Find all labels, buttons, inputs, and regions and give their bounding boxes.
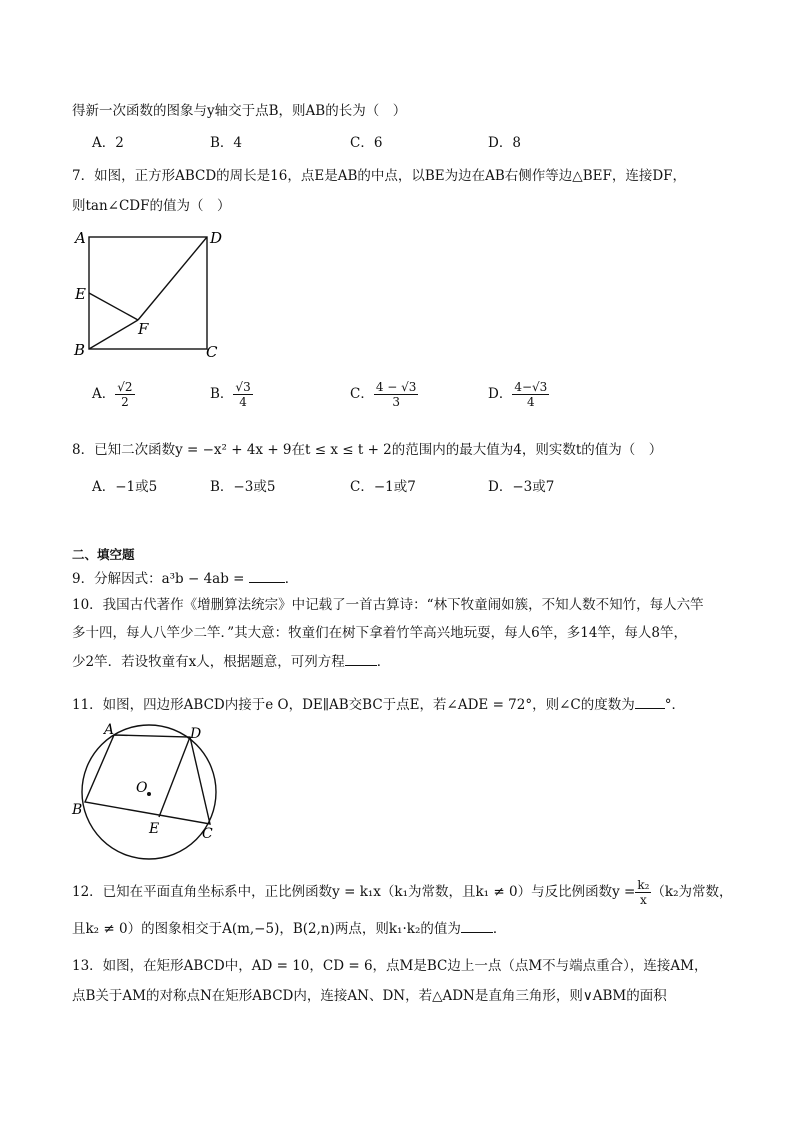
q6-option-a[interactable]: A．2 bbox=[92, 135, 124, 151]
q10-stem-line1: 10．我国古代著作《增删算法统宗》中记载了一首古算诗：“林下牧童闹如簇，不知人数不知竹，每人六竿 bbox=[72, 597, 704, 613]
q6-option-d[interactable]: D．8 bbox=[488, 135, 521, 151]
q7-option-d[interactable] bbox=[488, 380, 549, 409]
label-C: C bbox=[206, 343, 218, 360]
q9-answer-blank[interactable] bbox=[249, 568, 285, 583]
q7-stem-line2: 则tan∠CDF的值为（ ） bbox=[72, 198, 231, 214]
segment-ef bbox=[89, 293, 138, 320]
q8-option-b[interactable]: B．−3或5 bbox=[210, 479, 276, 495]
q7-option-b-fraction bbox=[233, 380, 252, 409]
q8-option-c[interactable]: C．−1或7 bbox=[350, 479, 416, 495]
label-A: A bbox=[75, 229, 86, 247]
q12-period: ． bbox=[492, 921, 507, 937]
q7-option-c-label: C． bbox=[350, 386, 374, 402]
q12-text-2: （k₂为常数， bbox=[651, 884, 733, 900]
q10-answer-blank[interactable] bbox=[345, 651, 377, 666]
q6-option-c[interactable]: C．6 bbox=[350, 135, 383, 151]
q7-option-d-label: D． bbox=[488, 386, 513, 402]
label-E: E bbox=[149, 821, 160, 837]
q8-option-a[interactable]: A．−1或5 bbox=[92, 479, 158, 495]
q7-option-b[interactable] bbox=[210, 380, 253, 409]
q12-answer-blank[interactable] bbox=[461, 918, 493, 933]
q7-option-b-label: B． bbox=[210, 386, 234, 402]
q11-text: 11．如图，四边形ABCD内接于e O，DE∥AB交BC于点E，若∠ADE = 72°，则∠C的度数为 bbox=[72, 697, 635, 713]
q7-option-b-denominator: 4 bbox=[239, 395, 247, 409]
q10-period: ． bbox=[376, 654, 391, 670]
q11-figure-circle bbox=[68, 722, 228, 862]
q7-option-a-fraction bbox=[115, 380, 134, 409]
q7-option-a-denominator: 2 bbox=[121, 395, 129, 409]
q10-text: 少2竿．若设牧童有x人，根据题意，可列方程 bbox=[72, 654, 345, 670]
q9-stem bbox=[72, 568, 298, 589]
label-A: A bbox=[104, 722, 115, 738]
q7-option-d-denominator: 4 bbox=[527, 395, 535, 409]
label-B: B bbox=[74, 341, 86, 359]
q10-stem-line2: 多十四，每人八竿少二竿．”其大意：牧童们在树下拿着竹竿高兴地玩耍，每人6竿，多14竿，每人8竿， bbox=[72, 625, 688, 641]
segment-bf bbox=[89, 320, 138, 349]
q7-option-c[interactable] bbox=[350, 380, 418, 409]
label-B: B bbox=[72, 802, 83, 818]
label-O: O bbox=[136, 780, 148, 796]
q7-option-c-fraction bbox=[374, 380, 419, 409]
q7-option-d-numerator: 4−√3 bbox=[514, 380, 548, 394]
segment-df bbox=[138, 237, 207, 320]
label-D: D bbox=[190, 726, 202, 742]
q12-stem-line1 bbox=[72, 878, 733, 907]
q7-stem-line1: 7．如图，正方形ABCD的周长是16，点E是AB的中点，以BE为边在AB右侧作等边△BEF，连接DF， bbox=[72, 168, 687, 184]
center-point-o bbox=[147, 792, 151, 796]
q9-period: ． bbox=[284, 571, 299, 587]
q13-stem-line2: 点B关于AM的对称点N在矩形ABCD内，连接AN、DN，若△ADN是直角三角形，则∨ABM的面积 bbox=[72, 988, 667, 1004]
q6-option-b[interactable]: B．4 bbox=[210, 135, 243, 151]
q7-option-a[interactable] bbox=[92, 380, 135, 409]
q7-option-c-denominator: 3 bbox=[392, 395, 400, 409]
quadrilateral-abcd bbox=[85, 735, 210, 824]
q11-stem bbox=[72, 694, 685, 715]
q12-text-3: 且k₂ ≠ 0）的图象相交于A(m,−5)，B(2,n)两点，则k₁·k₂的值为 bbox=[72, 921, 461, 937]
q13-stem-line1: 13．如图，在矩形ABCD中，AD = 10，CD = 6，点M是BC边上一点（点M不与端点重合），连接AM， bbox=[72, 958, 708, 974]
q7-option-c-numerator: 4 − √3 bbox=[375, 380, 417, 394]
q12-text-1: 12．已知在平面直角坐标系中，正比例函数y = k₁x（k₁为常数，且k₁ ≠ 0）与反比例函数y = bbox=[72, 884, 636, 900]
label-E: E bbox=[75, 285, 86, 303]
q7-option-a-numerator: √2 bbox=[117, 380, 133, 394]
q8-stem: 8．已知二次函数y = −x² + 4x + 9在t ≤ x ≤ t + 2的范围内的最大值为4，则实数t的值为（ ） bbox=[72, 442, 663, 458]
q7-figure-square bbox=[70, 225, 230, 360]
label-F: F bbox=[138, 320, 149, 338]
q12-fraction-denominator: x bbox=[639, 893, 647, 907]
q8-option-d[interactable]: D．−3或7 bbox=[488, 479, 555, 495]
q6-stem-tail: 得新一次函数的图象与y轴交于点B，则AB的长为（ ） bbox=[72, 103, 407, 119]
label-D: D bbox=[210, 229, 223, 247]
segment-de bbox=[159, 737, 190, 817]
q7-option-a-label: A． bbox=[92, 386, 116, 402]
q7-option-d-fraction bbox=[512, 380, 549, 409]
q7-option-b-numerator: √3 bbox=[235, 380, 251, 394]
q11-answer-blank[interactable] bbox=[635, 694, 665, 709]
q12-fraction-numerator: k₂ bbox=[637, 878, 650, 892]
q9-text: 9．分解因式：a³b − 4ab = bbox=[72, 571, 249, 587]
q10-stem-line3 bbox=[72, 651, 390, 672]
q12-fraction bbox=[635, 878, 651, 907]
section-heading-fill-in: 二、填空题 bbox=[72, 547, 135, 562]
label-C: C bbox=[202, 826, 213, 842]
q11-unit: °． bbox=[664, 697, 685, 713]
q12-stem-line2 bbox=[72, 918, 506, 939]
